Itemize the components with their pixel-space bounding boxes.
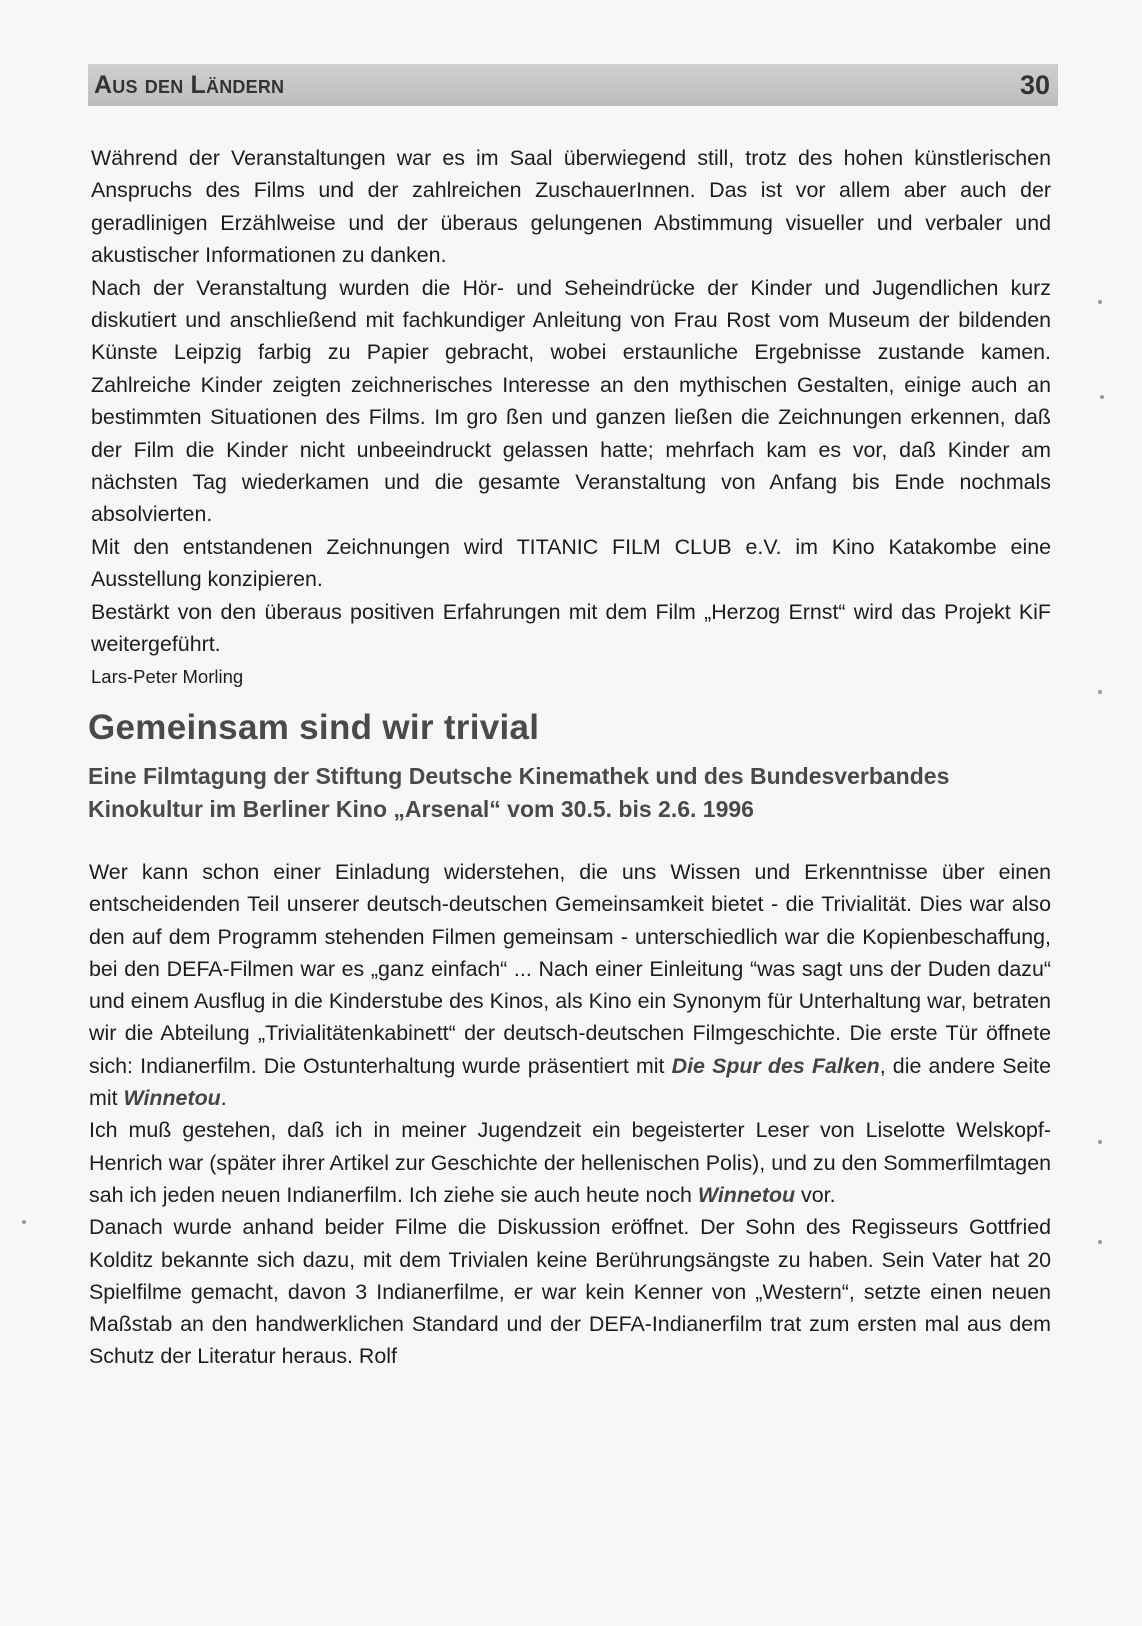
article-2-subtitle: Eine Filmtagung der Stiftung Deutsche Kinemathek und des Bundesverbandes Kinokultur im Berliner Kino „Arsenal“ vom 30.5. bis 2.6. 1996 (88, 763, 950, 822)
scan-speck (1098, 690, 1102, 694)
article-1-paragraph-1: Während der Veranstaltungen war es im Saal überwiegend still, trotz des hohen künstlerischen Anspruchs des Films und der zahlreichen ZuschauerInnen. Das ist vor allem aber auch der geradlinigen Erzählweise und der überaus gelungenen Abstimmung visueller und verbaler und akustischer Informationen zu danken. (91, 146, 1051, 268)
article-1-body (91, 142, 1051, 693)
scan-speck (1098, 1140, 1102, 1144)
paragraph-text: vor. (795, 1182, 836, 1207)
section-header-bar (88, 64, 1058, 106)
paragraph-text: . (220, 1086, 227, 1111)
film-title: Winnetou (697, 1182, 796, 1207)
section-title: Aus den Ländern (94, 70, 285, 99)
scan-speck (1098, 1240, 1102, 1244)
page-number: 30 (1019, 69, 1050, 100)
article-2-body (89, 856, 1051, 1373)
paragraph-text: Wer kann schon einer Einladung widerstehen, die uns Wissen und Erkenntnisse über einen entscheidenden Teil unserer deutsch-deutschen Gemeinsamkeit bietet - die Trivialität. Dies war also den auf dem Programm stehenden Filmen gemeinsam - unterschiedlich war die Kopienbeschaffung, bei den DEFA-Filmen war es „ganz einfach“ ... Nach einer Einleitung “was sagt uns der Duden dazu“ und einem Ausflug in die Kinderstube des Kinos, als Kino ein Synonym für Unterhaltung war, betraten wir die Abteilung „Trivialitätenkabinett“ der deutsch-deutschen Filmgeschichte. Die erste Tür öffnete sich: Indianerfilm. Die Ostunterhaltung wurde präsentiert mit (89, 860, 1051, 1078)
article-1-paragraph-4: Bestärkt von den überaus positiven Erfahrungen mit dem Film „Herzog Ernst“ wird das Projekt KiF weitergeführt. (91, 599, 1051, 657)
film-title: Die Spur des Falken (671, 1053, 880, 1078)
paragraph-text: , die andere Seite mit (89, 1053, 1051, 1111)
article-1-author: Lars-Peter Morling (91, 665, 244, 687)
scan-speck (22, 1220, 26, 1224)
scan-speck (1100, 395, 1104, 399)
paragraph-text: Ich muß gestehen, daß ich in meiner Jugendzeit ein begeisterter Leser von Liselotte Welskopf-Henrich war (später ihrer Artikel zur Geschichte der hellenischen Polis), und zu den Sommerfilmtagen sah ich jeden neuen Indianerfilm. Ich ziehe sie auch heute noch (89, 1118, 1051, 1207)
article-2-paragraph-1 (89, 856, 1051, 1114)
article-1-paragraph-2: Nach der Veranstaltung wurden die Hör- und Seheindrücke der Kinder und Jugendlichen kurz diskutiert und anschließend mit fachkundiger Anleitung von Frau Rost vom Museum der bildenden Künste Leipzig farbig zu Papier gebracht, wobei erstaunliche Ergebnisse zustande kamen. Zahlreiche Kinder zeigten zeichnerisches Interesse an den mythischen Gestalten, einige auch an bestimmten Situationen des Films. Im gro ßen und ganzen ließen die Zeichnungen erkennen, daß der Film die Kinder nicht unbeeindruckt gelassen hatte; mehrfach kam es vor, daß Kinder am nächsten Tag wiederkamen und die gesamte Veranstaltung von Anfang bis Ende nochmals absolvierten. (91, 275, 1051, 527)
article-2-paragraph-3: Danach wurde anhand beider Filme die Diskussion eröffnet. Der Sohn des Regisseurs Gottfried Kolditz bekannte sich dazu, mit dem Trivialen keine Berührungsängste zu haben. Sein Vater hat 20 Spielfilme gemacht, davon 3 Indianerfilme, er war kein Kenner von „Western“, setzte einen neuen Maßstab an den handwerklichen Standard und der DEFA-Indianerfilm trat zum ersten mal aus dem Schutz der Literatur heraus. Rolf (89, 1215, 1051, 1369)
film-title: Winnetou (123, 1086, 221, 1111)
article-2-paragraph-2 (89, 1114, 1051, 1211)
scan-speck (1098, 300, 1102, 304)
article-2-headline: Gemeinsam sind wir trivial (88, 708, 540, 747)
article-1-paragraph-3: Mit den entstandenen Zeichnungen wird TITANIC FILM CLUB e.V. im Kino Katakombe eine Ausstellung konzipieren. (91, 534, 1051, 592)
